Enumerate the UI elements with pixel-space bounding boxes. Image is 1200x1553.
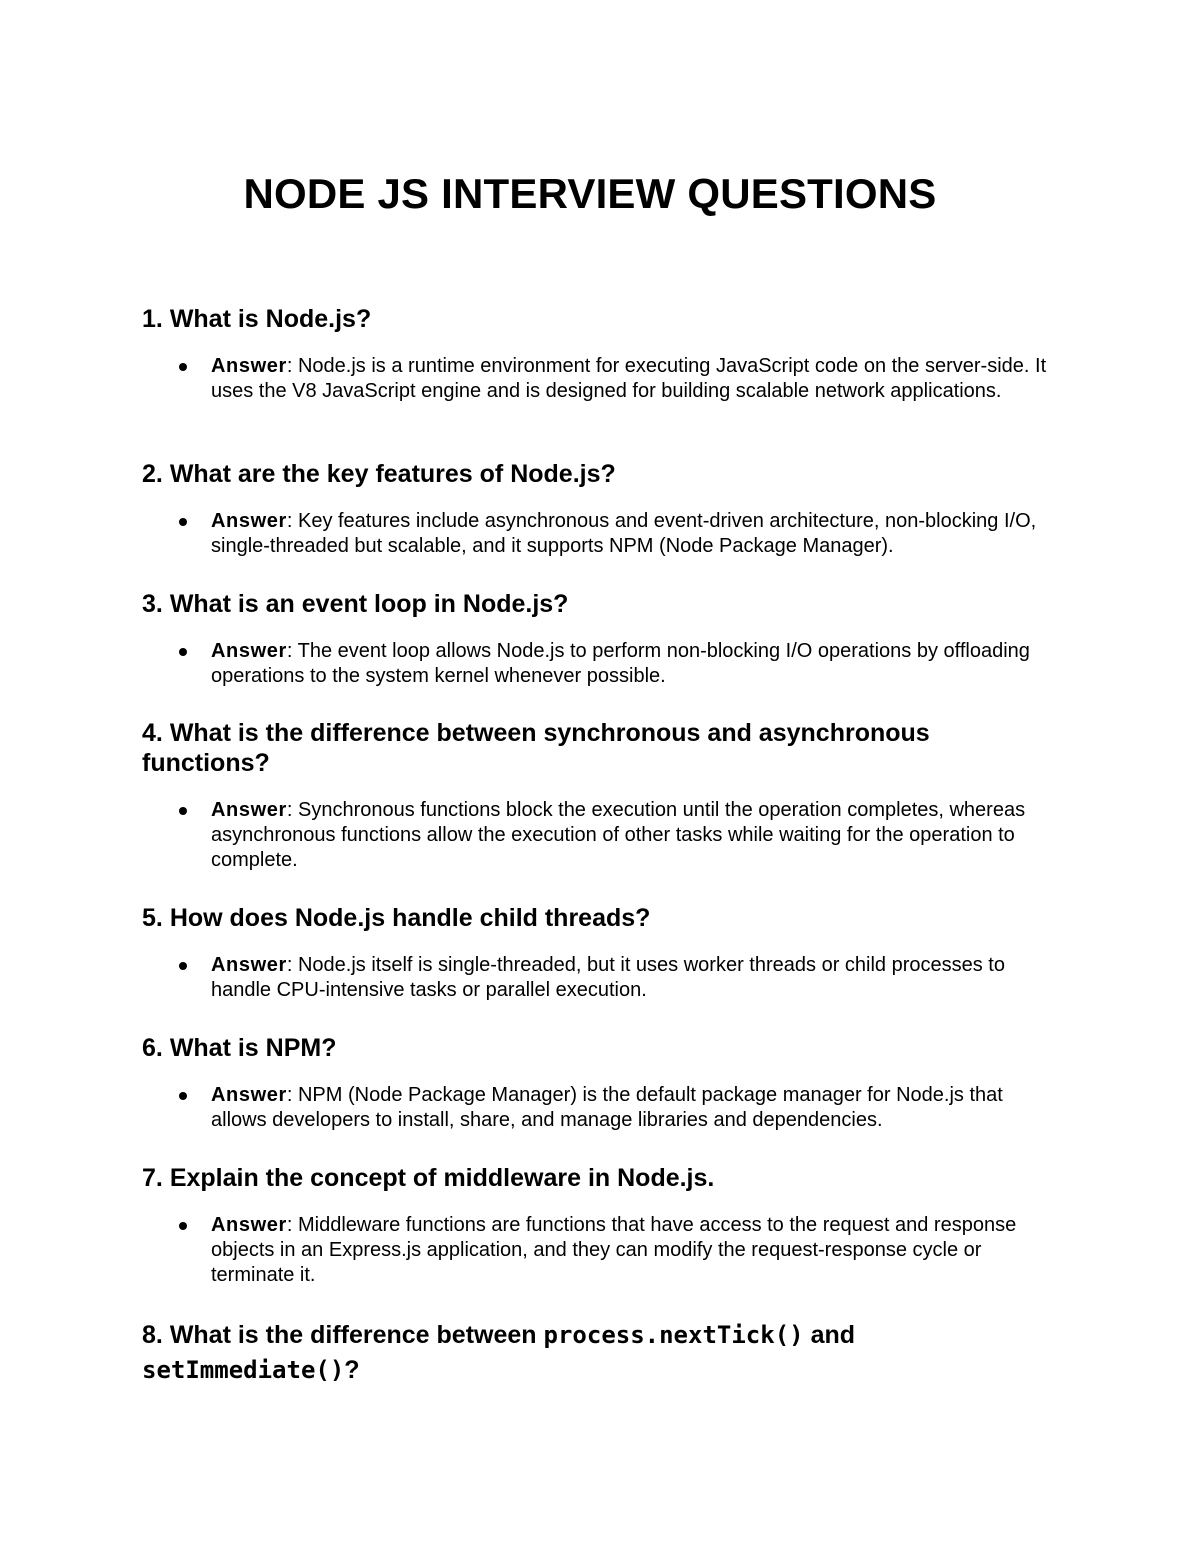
answer-label: Answer — [211, 355, 287, 377]
question-text: What is Node.js? — [169, 305, 372, 333]
question-suffix: ? — [344, 1356, 360, 1384]
question-text: What is the difference between — [169, 1321, 537, 1349]
answer-text: The event loop allows Node.js to perform non-blocking I/O operations by offloading operations to the system kernel whenever possible. — [211, 640, 1030, 687]
qa-item — [142, 589, 1082, 689]
question-number: 3. — [142, 590, 163, 618]
answer-label: Answer — [211, 1214, 287, 1236]
question-heading — [142, 304, 1082, 334]
question-conjunction: and — [810, 1321, 856, 1349]
question-heading — [142, 1033, 1082, 1063]
question-text: Explain the concept of middleware in Node.js. — [169, 1164, 715, 1192]
answer-list-item: Answer: Middleware functions are functions that have access to the request and response objects in an Express.js application, and they can modify the request-response cycle or terminate it. — [142, 1213, 1082, 1288]
question-text: How does Node.js handle child threads? — [169, 904, 651, 932]
question-heading — [142, 589, 1082, 619]
answer-label: Answer — [211, 1084, 287, 1106]
question-number: 5. — [142, 904, 163, 932]
question-heading — [142, 459, 1082, 489]
qa-item — [142, 718, 1082, 873]
question-number: 8. — [142, 1321, 163, 1349]
code-setimmediate: setImmediate() — [142, 1356, 345, 1384]
qa-item — [142, 1033, 1082, 1133]
qa-item — [142, 1163, 1082, 1288]
bullet-icon — [179, 807, 187, 815]
answer-list-item: Answer: Node.js is a runtime environment for executing JavaScript code on the server-side. It uses the V8 JavaScript engine and is designed for building scalable network applications. — [142, 354, 1082, 404]
qa-item — [142, 1318, 1082, 1388]
question-heading — [142, 903, 1082, 933]
bullet-icon — [179, 962, 187, 970]
qa-item — [142, 903, 1082, 1003]
qa-item — [142, 304, 1082, 404]
bullet-icon — [179, 363, 187, 371]
bullet-icon — [179, 648, 187, 656]
question-text: What are the key features of Node.js? — [169, 460, 616, 488]
question-heading — [142, 718, 982, 778]
question-number: 7. — [142, 1164, 163, 1192]
answer-text: Key features include asynchronous and event-driven architecture, non-blocking I/O, single-threaded but scalable, and it supports NPM (Node Package Manager). — [211, 510, 1037, 557]
bullet-icon — [179, 1092, 187, 1100]
question-text: What is the difference between synchronous and asynchronous functions? — [142, 719, 930, 777]
answer-text: Middleware functions are functions that have access to the request and response objects in an Express.js application, and they can modify the request-response cycle or terminate it. — [211, 1214, 1017, 1286]
answer-list-item: Answer: Synchronous functions block the execution until the operation completes, whereas asynchronous functions allow the execution of other tasks while waiting for the operation to complete. — [142, 798, 1082, 873]
answer-label: Answer — [211, 799, 287, 821]
question-text: What is an event loop in Node.js? — [169, 590, 569, 618]
answer-text: Node.js is a runtime environment for executing JavaScript code on the server-side. It uses the V8 JavaScript engine and is designed for building scalable network applications. — [211, 355, 1047, 402]
page-title: NODE JS INTERVIEW QUESTIONS — [243, 170, 937, 217]
question-heading — [142, 1163, 1082, 1193]
question-text: What is NPM? — [169, 1034, 337, 1062]
answer-list-item: Answer: Node.js itself is single-threaded, but it uses worker threads or child processes to handle CPU-intensive tasks or parallel execution. — [142, 953, 1082, 1003]
answer-label: Answer — [211, 510, 287, 532]
answer-label: Answer — [211, 954, 287, 976]
question-number: 4. — [142, 719, 163, 747]
qa-item — [142, 459, 1082, 559]
question-number: 1. — [142, 305, 163, 333]
question-number: 6. — [142, 1034, 163, 1062]
question-heading — [142, 1318, 1082, 1388]
answer-label: Answer — [211, 640, 287, 662]
code-process-nexttick: process.nextTick() — [543, 1321, 804, 1349]
answer-list-item: Answer: The event loop allows Node.js to perform non-blocking I/O operations by offloading operations to the system kernel whenever possible. — [142, 639, 1082, 689]
bullet-icon — [179, 518, 187, 526]
answer-list-item: Answer: NPM (Node Package Manager) is the default package manager for Node.js that allows developers to install, share, and manage libraries and dependencies. — [142, 1083, 1082, 1133]
question-number: 2. — [142, 460, 163, 488]
answer-text: Node.js itself is single-threaded, but it uses worker threads or child processes to handle CPU-intensive tasks or parallel execution. — [211, 954, 1005, 1001]
answer-list-item: Answer: Key features include asynchronous and event-driven architecture, non-blocking I/O, single-threaded but scalable, and it supports NPM (Node Package Manager). — [142, 509, 1082, 559]
answer-text: NPM (Node Package Manager) is the default package manager for Node.js that allows developers to install, share, and manage libraries and dependencies. — [211, 1084, 1003, 1131]
answer-text: Synchronous functions block the execution until the operation completes, whereas asynchronous functions allow the execution of other tasks while waiting for the operation to complete. — [211, 799, 1026, 871]
bullet-icon — [179, 1222, 187, 1230]
